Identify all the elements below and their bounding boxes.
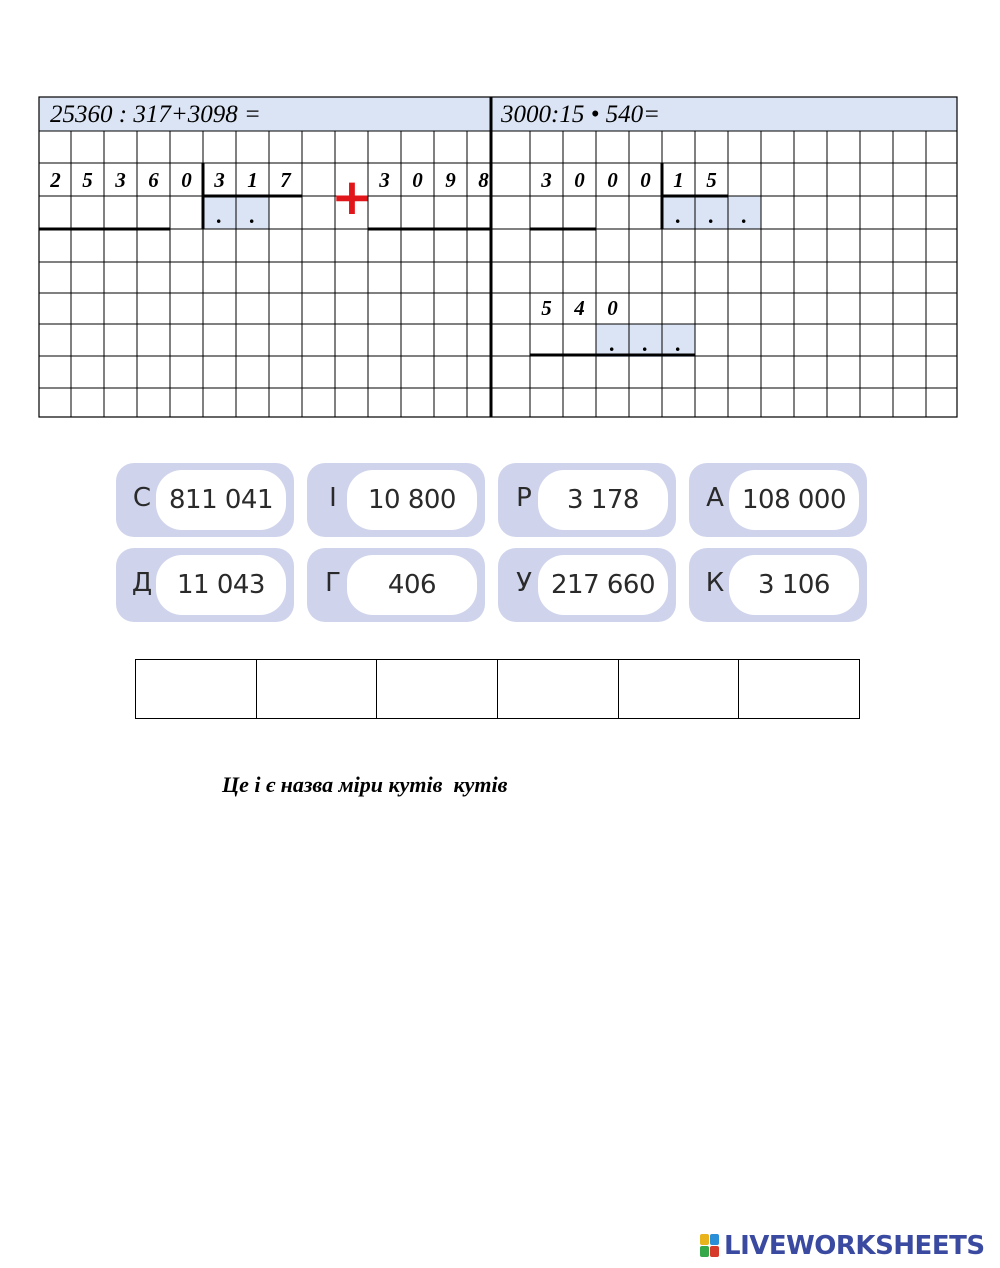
grid-border: [39, 97, 957, 417]
liveworksheets-icon: [700, 1234, 720, 1258]
tile-letter: С: [132, 483, 152, 513]
liveworksheets-logo: [700, 1232, 985, 1260]
dividend-digit: 0: [181, 168, 192, 192]
tile-value: 217 660: [538, 555, 668, 615]
factor-digit: 0: [607, 296, 618, 320]
factor-digit: 4: [574, 296, 585, 320]
tile-value: 3 178: [538, 470, 668, 530]
addend-digit: 3: [379, 168, 390, 192]
answer-tile: [498, 463, 676, 537]
answer-boxes: [135, 659, 860, 719]
tile-value: 11 043: [156, 555, 286, 615]
answer-letter-box[interactable]: [619, 660, 740, 718]
quotient-placeholder: .: [216, 203, 223, 228]
math-grid: [0, 0, 1000, 430]
left-expression: 25360 : 317+3098 =: [50, 101, 261, 128]
tile-value: 3 106: [729, 555, 859, 615]
answer-tile: [307, 548, 485, 622]
brand-name: LIVEWORKSHEETS: [724, 1231, 985, 1261]
quotient-placeholder: .: [741, 203, 748, 228]
dividend-digit: 3: [115, 168, 126, 192]
quotient-placeholder: .: [675, 203, 682, 228]
factor-digit: 5: [541, 296, 552, 320]
answer-tile: [689, 463, 867, 537]
divisor-digit: 1: [247, 168, 258, 192]
tile-value: 811 041: [156, 470, 286, 530]
tile-value: 406: [347, 555, 477, 615]
dividend-digit: 0: [574, 168, 585, 192]
caption-text: Це і є назва міри кутів кутів: [222, 772, 508, 797]
tile-value: 108 000: [729, 470, 859, 530]
grid-lines: [0, 0, 1000, 430]
answer-tile: [116, 548, 294, 622]
tile-letter: А: [706, 483, 724, 513]
answer-letter-box[interactable]: [377, 660, 498, 718]
answer-letter-box[interactable]: [498, 660, 619, 718]
dividend-digit: 0: [640, 168, 651, 192]
tile-letter: І: [329, 483, 337, 513]
dividend-digit: 3: [541, 168, 552, 192]
answer-tile: [498, 548, 676, 622]
answer-letter-box[interactable]: [136, 660, 257, 718]
answer-letter-box[interactable]: [739, 660, 859, 718]
divisor-digit: 3: [214, 168, 225, 192]
divisor-digit: 7: [280, 168, 291, 192]
quotient-placeholder: .: [249, 203, 256, 228]
tile-letter: К: [705, 568, 725, 598]
product-placeholder: .: [642, 331, 649, 356]
tile-letter: Р: [516, 483, 532, 513]
addend-digit: 0: [412, 168, 423, 192]
dividend-digit: 5: [82, 168, 93, 192]
divisor-digit: 1: [673, 168, 684, 192]
dividend-digit: 0: [607, 168, 618, 192]
addend-digit: 9: [445, 168, 456, 192]
product-placeholder: .: [675, 331, 682, 356]
answer-tile: [307, 463, 485, 537]
quotient-placeholder: .: [708, 203, 715, 228]
addend-digit: 8: [478, 168, 489, 192]
plus-sign: +: [331, 168, 373, 226]
tile-letter: У: [516, 568, 532, 598]
divisor-digit: 5: [706, 168, 717, 192]
tile-letter: Д: [131, 568, 153, 598]
dividend-digit: 6: [148, 168, 159, 192]
tile-letter: Г: [325, 568, 341, 598]
right-expression: 3000:15 • 540=: [501, 101, 660, 128]
product-placeholder: .: [609, 331, 616, 356]
answer-tile: [116, 463, 294, 537]
dividend-digit: 2: [50, 168, 61, 192]
answer-letter-box[interactable]: [257, 660, 378, 718]
tile-value: 10 800: [347, 470, 477, 530]
answer-tile: [689, 548, 867, 622]
